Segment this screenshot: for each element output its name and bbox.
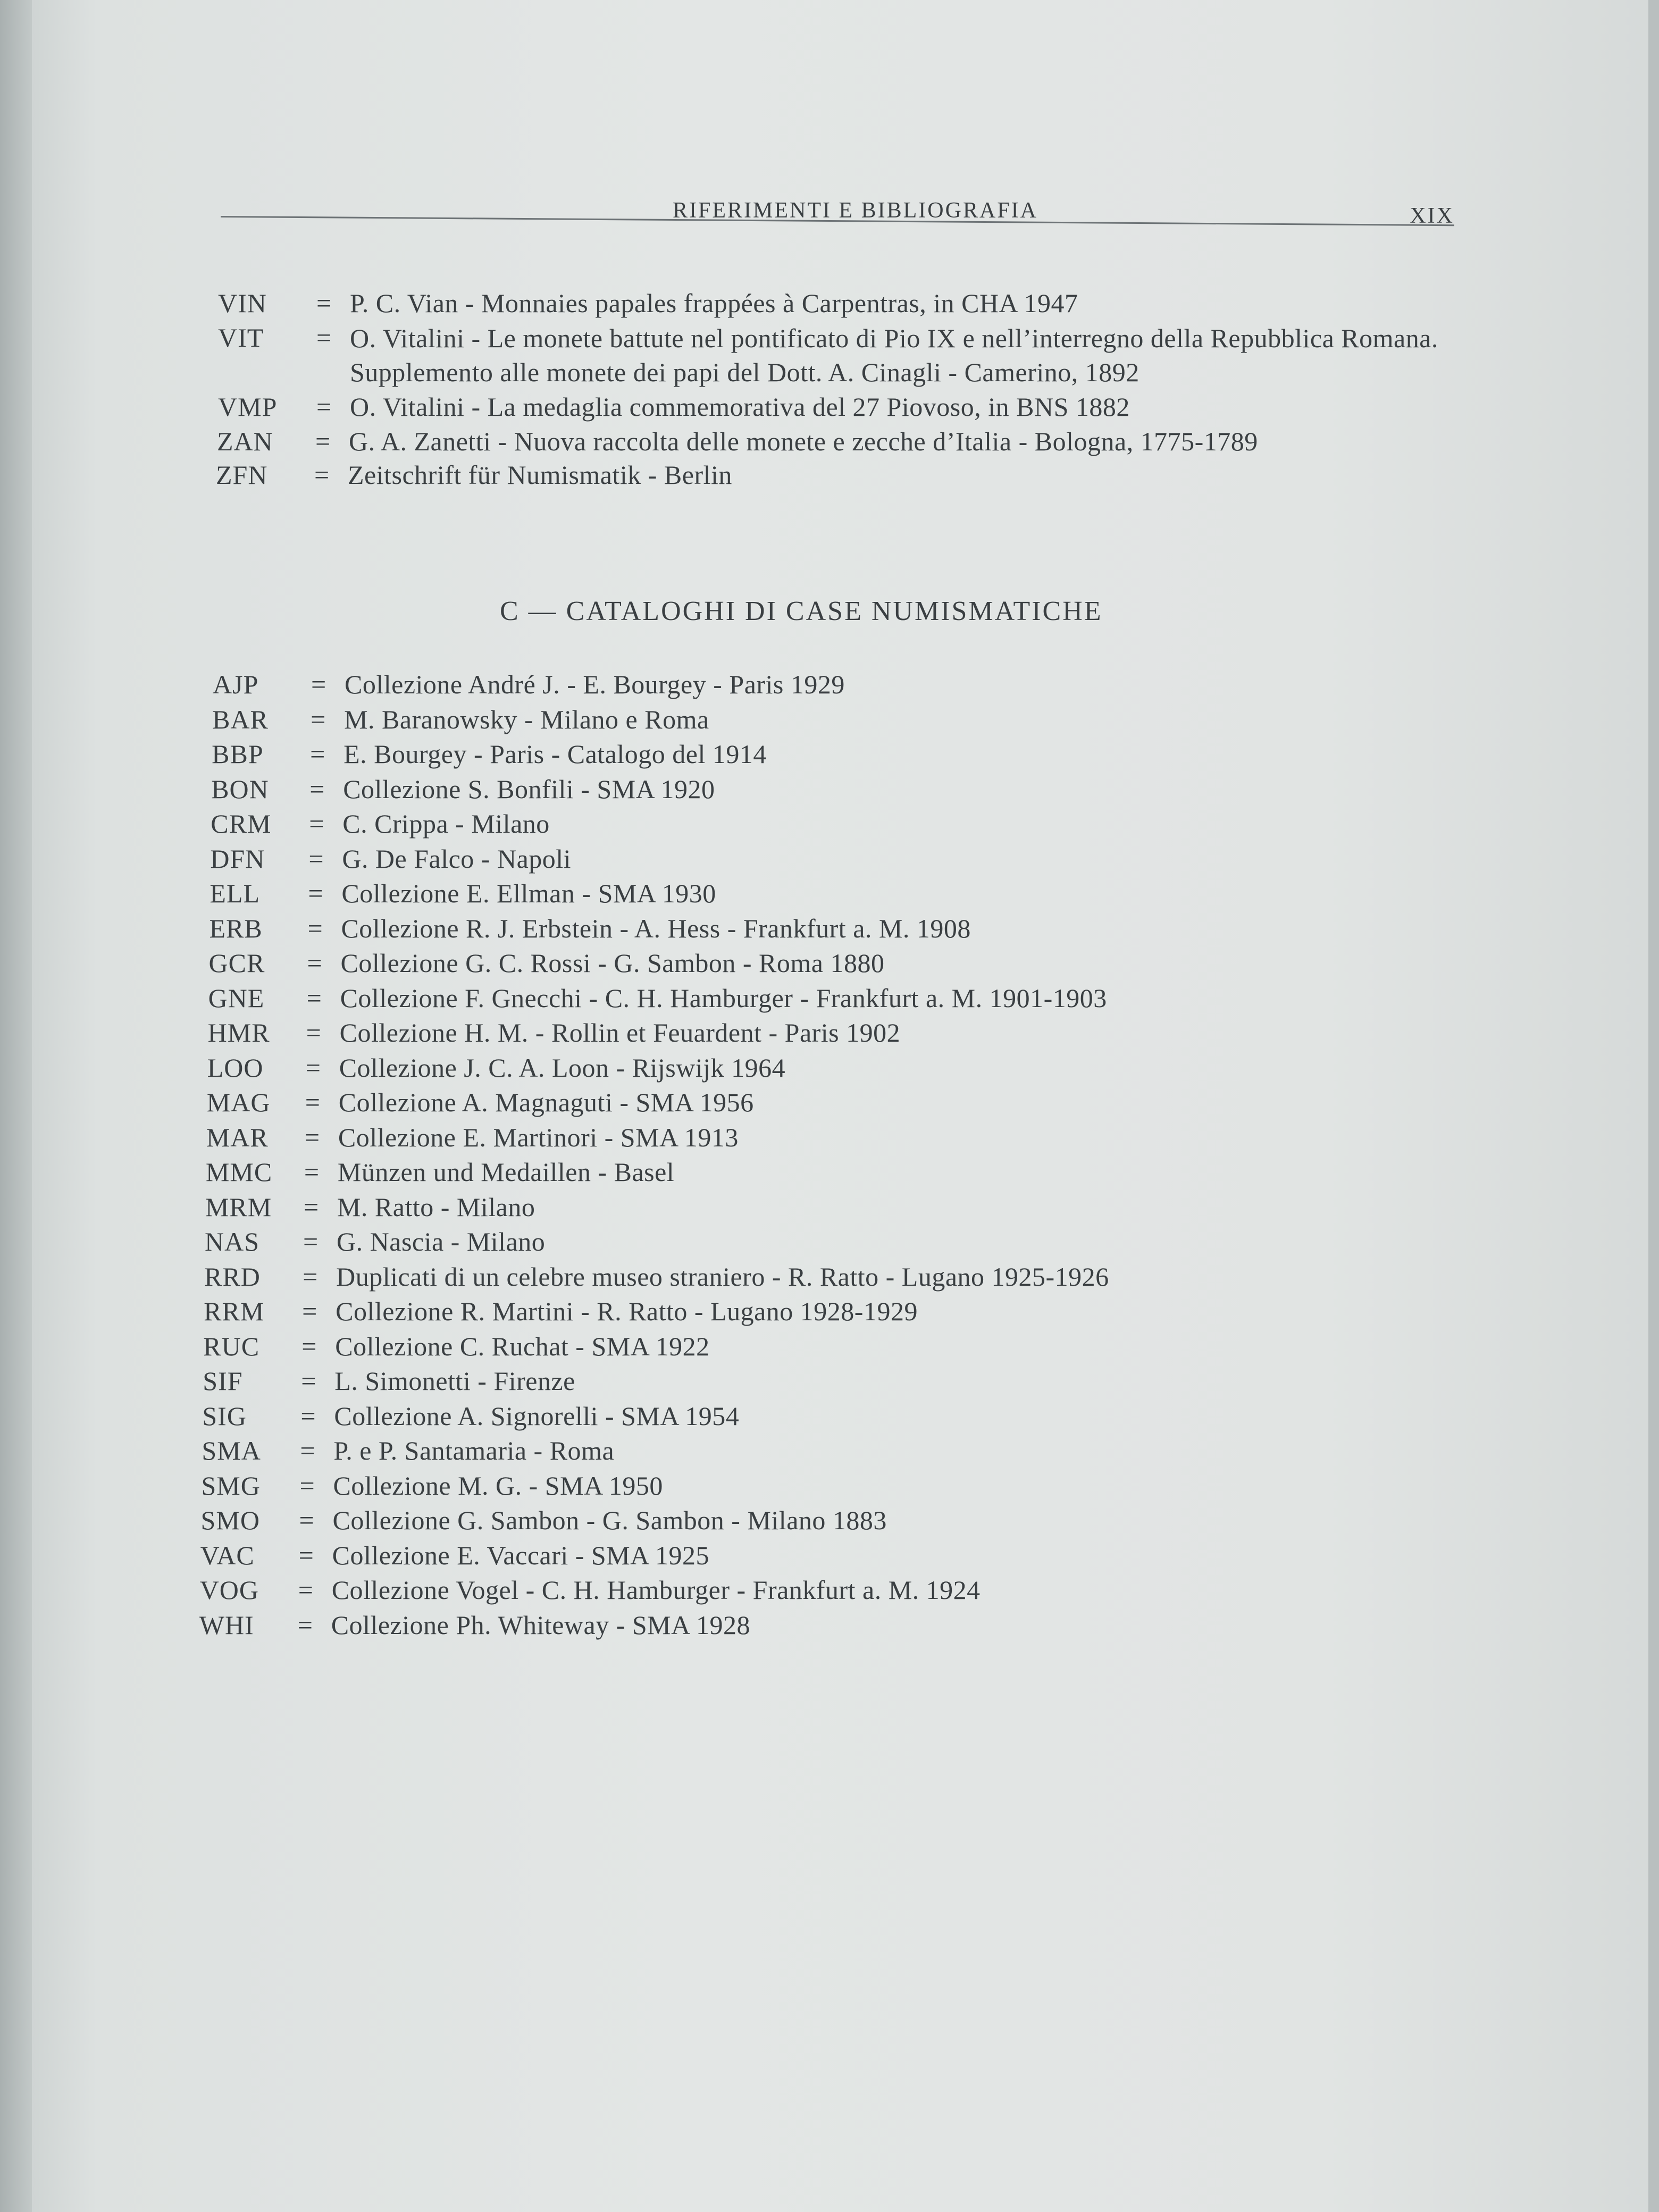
entry-abbreviation: NAS [205, 1227, 260, 1256]
entry-equals: = [315, 426, 331, 456]
entry-abbreviation: MRM [205, 1192, 272, 1222]
entry-abbreviation: SIG [202, 1401, 247, 1431]
entry-abbreviation: SMG [201, 1470, 261, 1501]
entry-description: Collezione R. J. Erbstein - A. Hess - Frankfurt a. M. 1908 [341, 913, 971, 943]
entry-description: G. Nascia - Milano [337, 1227, 546, 1256]
entry-description: G. A. Zanetti - Nuova raccolta delle monete e zecche d’Italia - Bologna, 1775-1789 [349, 426, 1258, 456]
entry-equals: = [310, 739, 325, 769]
page-number: XIX [1410, 204, 1454, 228]
entry-description: P. C. Vian - Monnaies papales frappées à Carpentras, in CHA 1947 [350, 288, 1078, 318]
entry-abbreviation: RRD [204, 1261, 261, 1292]
running-header [221, 191, 1454, 239]
entry-abbreviation: BAR [212, 704, 269, 734]
entry-description: E. Bourgey - Paris - Catalogo del 1914 [343, 739, 767, 769]
entry-equals: = [299, 1470, 315, 1501]
entry-description: Collezione E. Martinori - SMA 1913 [338, 1122, 739, 1152]
entry-description: Collezione S. Bonfili - SMA 1920 [343, 774, 715, 804]
entry-equals: = [301, 1331, 317, 1361]
entry-description: Collezione E. Vaccari - SMA 1925 [332, 1540, 710, 1570]
entry-abbreviation: RUC [203, 1331, 260, 1361]
entry-abbreviation: VOG [199, 1575, 259, 1605]
entry-equals: = [307, 948, 322, 978]
entry-equals: = [309, 774, 325, 804]
entry-equals: = [302, 1296, 317, 1326]
entry-description: Collezione R. Martini - R. Ratto - Lugano 1928-1929 [336, 1296, 918, 1326]
entry-equals: = [306, 1018, 321, 1048]
entry-abbreviation: WHI [199, 1610, 254, 1640]
entry-equals: = [316, 323, 332, 353]
entry-abbreviation: GNE [208, 983, 265, 1013]
entry-description: Collezione J. C. A. Loon - Rijswijk 1964 [339, 1052, 786, 1083]
entry-abbreviation: VAC [200, 1540, 255, 1570]
entry-description: P. e P. Santamaria - Roma [333, 1436, 615, 1465]
entry-equals: = [298, 1575, 313, 1605]
entry-equals: = [308, 878, 323, 908]
entry-abbreviation: ERB [209, 913, 263, 943]
entry-equals: = [298, 1540, 314, 1570]
entry-equals: = [297, 1610, 313, 1640]
entry-equals: = [303, 1261, 318, 1292]
entry-equals: = [314, 460, 330, 490]
entry-abbreviation: ZFN [216, 460, 268, 490]
entry-abbreviation: MMC [205, 1157, 273, 1187]
entry-equals: = [303, 1192, 319, 1222]
entry-description: Collezione G. C. Rossi - G. Sambon - Roma 1880 [340, 948, 885, 978]
entry-abbreviation: BBP [212, 739, 264, 769]
entry-description: Collezione Ph. Whiteway - SMA 1928 [331, 1610, 750, 1640]
entry-equals: = [301, 1366, 316, 1396]
entry-description: Collezione H. M. - Rollin et Feuardent - Paris 1902 [339, 1018, 901, 1048]
entry-description: Collezione M. G. - SMA 1950 [333, 1470, 663, 1501]
entry-equals: = [303, 1227, 319, 1256]
entry-abbreviation: VIT [218, 323, 264, 353]
entry-equals: = [309, 809, 324, 839]
entry-description: O. Vitalini - La medaglia commemorativa del 27 Piovoso, in BNS 1882 [350, 392, 1130, 422]
entry-abbreviation: MAG [206, 1087, 271, 1117]
entry-description: M. Baranowsky - Milano e Roma [344, 704, 709, 734]
entry-abbreviation: RRM [204, 1296, 265, 1326]
entry-abbreviation: MAR [206, 1122, 269, 1152]
entry-abbreviation: AJP [213, 669, 259, 699]
entry-equals: = [304, 1122, 320, 1152]
entry-equals: = [300, 1436, 315, 1465]
running-title: RIFERIMENTI E BIBLIOGRAFIA [673, 198, 1038, 223]
entry-equals: = [311, 704, 326, 734]
entry-equals: = [306, 983, 322, 1013]
entry-description: Duplicati di un celebre museo straniero - R. Ratto - Lugano 1925-1926 [336, 1261, 1109, 1292]
entry-abbreviation: ELL [210, 878, 261, 908]
entry-description: Collezione André J. - E. Bourgey - Paris 1929 [345, 669, 845, 699]
entry-equals: = [305, 1087, 320, 1117]
entry-equals: = [300, 1401, 316, 1431]
entry-description: Münzen und Medaillen - Basel [337, 1157, 675, 1187]
entry-abbreviation: DFN [210, 843, 265, 874]
entry-abbreviation: LOO [207, 1052, 264, 1083]
entry-abbreviation: SMO [200, 1505, 260, 1535]
entry-equals: = [316, 392, 332, 422]
entry-equals: = [304, 1157, 320, 1187]
entry-description: Collezione A. Signorelli - SMA 1954 [334, 1401, 740, 1431]
entry-description: Collezione A. Magnaguti - SMA 1956 [338, 1087, 754, 1117]
entry-abbreviation: BON [211, 774, 269, 804]
entry-description: G. De Falco - Napoli [342, 843, 572, 874]
entry-abbreviation: VMP [218, 392, 278, 422]
entry-description: Collezione C. Ruchat - SMA 1922 [335, 1331, 710, 1361]
entry-abbreviation: GCR [208, 948, 265, 978]
entry-description: Collezione Vogel - C. H. Hamburger - Frankfurt a. M. 1924 [331, 1575, 981, 1605]
entry-abbreviation: SIF [203, 1366, 243, 1396]
entry-description: Collezione G. Sambon - G. Sambon - Milano 1883 [332, 1505, 887, 1535]
entry-abbreviation: SMA [202, 1436, 261, 1465]
entry-description: Collezione F. Gnecchi - C. H. Hamburger - Frankfurt a. M. 1901-1903 [340, 983, 1107, 1013]
entry-description: M. Ratto - Milano [337, 1192, 535, 1222]
entry-equals: = [308, 843, 324, 874]
entry-description: C. Crippa - Milano [342, 809, 550, 839]
entry-equals: = [316, 288, 332, 318]
entry-abbreviation: VIN [218, 288, 267, 318]
page-binding-edge [0, 0, 32, 2212]
entry-description: O. Vitalini - Le monete battute nel pontificato di Pio IX e nell’interregno della Repubblica Romana. Supplemento alle monete dei papi del Dott. A. Cinagli - Camerino, 1892 [350, 323, 1438, 387]
entry-abbreviation: ZAN [217, 426, 273, 456]
entry-abbreviation: HMR [207, 1018, 270, 1048]
section-heading: C — CATALOGHI DI CASE NUMISMATICHE [500, 596, 1103, 626]
book-page [32, 0, 1648, 2212]
entry-equals: = [307, 913, 323, 943]
entry-equals: = [311, 669, 326, 699]
entry-abbreviation: CRM [211, 809, 272, 839]
entry-description: Collezione E. Ellman - SMA 1930 [341, 878, 716, 908]
entry-equals: = [299, 1505, 314, 1535]
entry-equals: = [305, 1052, 321, 1083]
entry-description: Zeitschrift für Numismatik - Berlin [348, 460, 732, 490]
entry-description: L. Simonetti - Firenze [334, 1366, 575, 1396]
